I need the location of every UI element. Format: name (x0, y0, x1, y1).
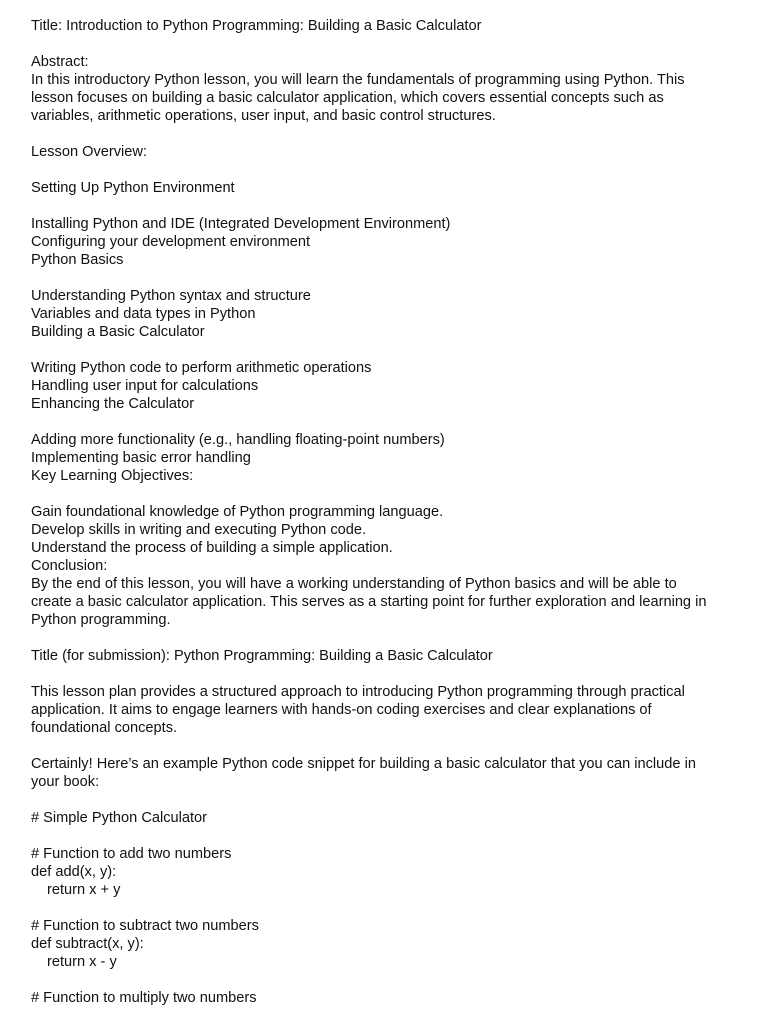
spacer (31, 737, 743, 755)
overview-item: Variables and data types in Python (31, 306, 256, 322)
spacer (31, 125, 743, 143)
plan-line: foundational concepts. (31, 720, 178, 736)
conclusion-line: Python programming. (31, 612, 171, 628)
document-title: Title: Introduction to Python Programming: Building a Basic Calculator (31, 18, 482, 34)
abstract-heading: Abstract: (31, 54, 89, 70)
overview-item: Writing Python code to perform arithmetic operations (31, 360, 372, 376)
submission-title: Title (for submission): Python Programming: Building a Basic Calculator (31, 648, 493, 664)
abstract-line: variables, arithmetic operations, user input, and basic control structures. (31, 108, 496, 124)
intro-line: Certainly! Here’s an example Python code snippet for building a basic calculator that you can include in (31, 756, 696, 772)
spacer (31, 629, 743, 647)
plan-line: application. It aims to engage learners with hands-on coding exercises and clear explanations of (31, 702, 652, 718)
code-comment: # Simple Python Calculator (31, 810, 208, 826)
code-comment: # Function to multiply two numbers (31, 990, 257, 1006)
spacer (31, 413, 743, 431)
objective-item: Gain foundational knowledge of Python programming language. (31, 504, 444, 520)
objective-item: Develop skills in writing and executing Python code. (31, 522, 367, 538)
overview-item: Handling user input for calculations (31, 378, 259, 394)
overview-section-heading: Python Basics (31, 252, 124, 268)
spacer (31, 827, 743, 845)
objectives-heading: Key Learning Objectives: (31, 468, 194, 484)
spacer (31, 971, 743, 989)
spacer (31, 269, 743, 287)
spacer (31, 341, 743, 359)
overview-section-heading: Building a Basic Calculator (31, 324, 205, 340)
objective-item: Understand the process of building a simple application. (31, 540, 393, 556)
conclusion-heading: Conclusion: (31, 558, 108, 574)
conclusion-line: By the end of this lesson, you will have a working understanding of Python basics and will be able to (31, 576, 677, 592)
spacer (31, 35, 743, 53)
code-def: def subtract(x, y): (31, 936, 144, 952)
code-comment: # Function to add two numbers (31, 846, 232, 862)
code-def: def add(x, y): (31, 864, 117, 880)
spacer (31, 665, 743, 683)
conclusion-line: create a basic calculator application. This serves as a starting point for further exploration and learning in (31, 594, 707, 610)
spacer (31, 791, 743, 809)
spacer (31, 485, 743, 503)
spacer (31, 899, 743, 917)
overview-item: Configuring your development environment (31, 234, 311, 250)
document-page (31, 17, 743, 1007)
plan-line: This lesson plan provides a structured approach to introducing Python programming through practical (31, 684, 685, 700)
code-return: return x - y (47, 954, 117, 970)
overview-item: Installing Python and IDE (Integrated Development Environment) (31, 216, 451, 232)
overview-item: Adding more functionality (e.g., handling floating-point numbers) (31, 432, 445, 448)
abstract-line: lesson focuses on building a basic calculator application, which covers essential concepts such as (31, 90, 664, 106)
spacer (31, 161, 743, 179)
spacer (31, 197, 743, 215)
code-comment: # Function to subtract two numbers (31, 918, 259, 934)
intro-line: your book: (31, 774, 100, 790)
overview-item: Understanding Python syntax and structure (31, 288, 311, 304)
code-return: return x + y (47, 882, 121, 898)
abstract-line: In this introductory Python lesson, you will learn the fundamentals of programming using Python. This (31, 72, 685, 88)
overview-heading: Lesson Overview: (31, 144, 147, 160)
overview-section-heading: Setting Up Python Environment (31, 180, 235, 196)
overview-item: Implementing basic error handling (31, 450, 251, 466)
overview-section-heading: Enhancing the Calculator (31, 396, 195, 412)
